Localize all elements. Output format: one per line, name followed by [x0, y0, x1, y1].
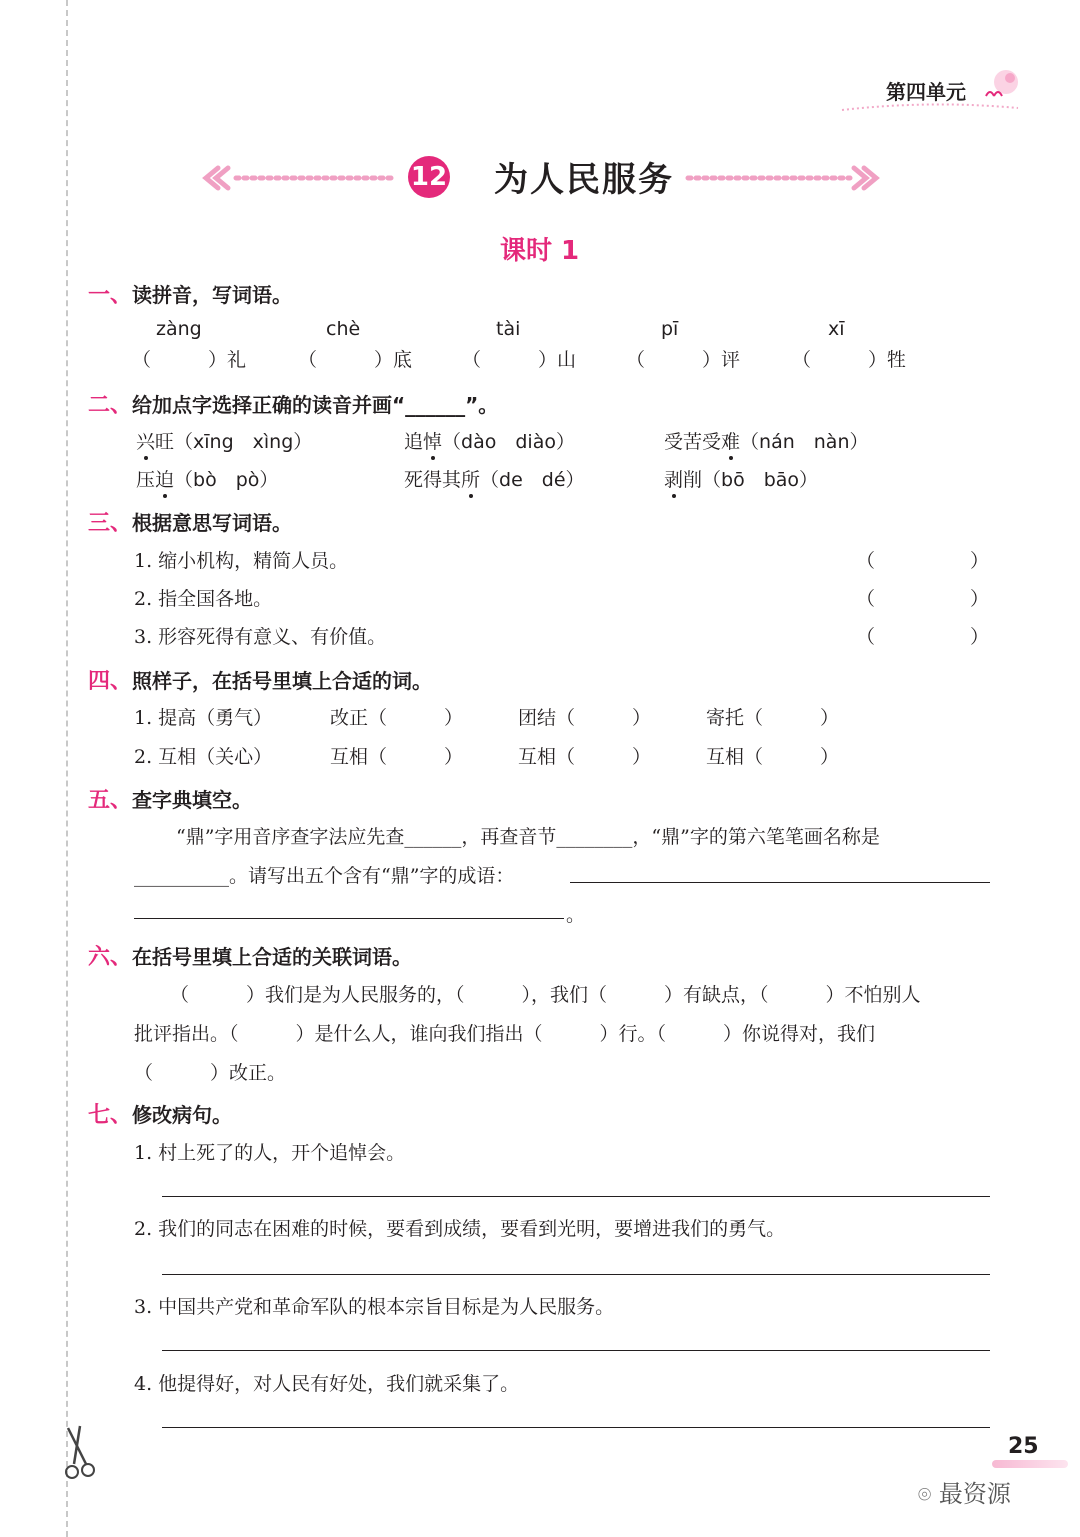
watermark: ⌾ 最资源 — [918, 1480, 1011, 1508]
reading-item-4[interactable]: 压迫（bò pò） — [136, 465, 278, 492]
word-blank-3[interactable]: （ ）山 — [462, 349, 577, 371]
sentence-item-1: 1. 村上死了的人，开个追悼会。 — [134, 1142, 406, 1164]
meaning-answer-2[interactable]: （ ） — [856, 588, 990, 610]
answer-line[interactable] — [134, 918, 564, 919]
lesson-subtitle: 课时 1 — [500, 236, 580, 266]
section-1-heading: 一、读拼音，写词语。 — [88, 283, 293, 308]
answer-line[interactable] — [162, 1427, 990, 1428]
page-number-bar — [992, 1460, 1068, 1468]
pinyin-2: chè — [326, 318, 361, 340]
answer-line[interactable] — [162, 1274, 990, 1275]
fill-item[interactable]: 改正（ ） — [330, 707, 464, 729]
conjunction-line-2[interactable]: 批评指出。（ ）是什么人，谁向我们指出（ ）行。（ ）你说得对，我们 — [134, 1023, 876, 1045]
answer-line[interactable] — [162, 1196, 990, 1197]
reading-item-3[interactable]: 受苦受难（nán nàn） — [664, 427, 869, 454]
fill-item[interactable]: 团结（ ） — [518, 707, 652, 729]
cut-dashed-line — [66, 0, 68, 1537]
fill-item[interactable]: 互相（ ） — [330, 746, 464, 768]
section-3-heading: 三、根据意思写词语。 — [88, 511, 293, 536]
dictionary-question-line-1[interactable]: “鼎”字用音序查字法应先查______，再查音节________，“鼎”字的第六笔笔画名称是 — [176, 826, 880, 848]
pinyin-3: tài — [496, 318, 521, 340]
section-6-heading: 六、在括号里填上合适的关联词语。 — [88, 945, 413, 970]
wechat-icon: ⌾ — [918, 1483, 932, 1508]
flower-icon — [980, 66, 1022, 110]
word-blank-1[interactable]: （ ）礼 — [132, 349, 247, 371]
example-item-1: 1. 提高（勇气） — [134, 707, 273, 729]
answer-line[interactable] — [570, 882, 990, 883]
sentence-item-2: 2. 我们的同志在困难的时候，要看到成绩，要看到光明，要增进我们的勇气。 — [134, 1218, 786, 1240]
period: 。 — [566, 904, 586, 926]
dictionary-question-line-2[interactable]: __________。请写出五个含有“鼎”字的成语： — [134, 865, 515, 887]
conjunction-line-3[interactable]: （ ）改正。 — [134, 1062, 287, 1084]
sentence-item-3: 3. 中国共产党和革命军队的根本宗旨目标是为人民服务。 — [134, 1296, 615, 1318]
meaning-item-2: 2. 指全国各地。 — [134, 588, 273, 610]
fill-item[interactable]: 互相（ ） — [518, 746, 652, 768]
word-blank-2[interactable]: （ ）底 — [298, 349, 413, 371]
meaning-item-3: 3. 形容死得有意义、有价值。 — [134, 626, 387, 648]
reading-item-6[interactable]: 剥削（bō bāo） — [664, 465, 818, 492]
meaning-item-1: 1. 缩小机构，精简人员。 — [134, 550, 349, 572]
pinyin-5: xī — [828, 318, 845, 340]
section-5-heading: 五、查字典填空。 — [88, 788, 253, 813]
pinyin-4: pī — [661, 318, 679, 340]
section-4-heading: 四、照样子，在括号里填上合适的词。 — [88, 669, 433, 694]
section-7-heading: 七、修改病句。 — [88, 1103, 233, 1128]
pinyin-1: zàng — [156, 318, 202, 340]
lesson-number-badge: 12 — [408, 156, 450, 198]
meaning-answer-3[interactable]: （ ） — [856, 626, 990, 648]
word-blank-5[interactable]: （ ）牲 — [792, 349, 907, 371]
page-number: 25 — [1008, 1434, 1039, 1459]
scissors-icon — [60, 1424, 106, 1484]
unit-label: 第四单元 — [886, 80, 966, 104]
reading-item-5[interactable]: 死得其所（de dé） — [404, 465, 585, 492]
example-item-2: 2. 互相（关心） — [134, 746, 273, 768]
reading-item-2[interactable]: 追悼（dào diào） — [404, 427, 575, 454]
sentence-item-4: 4. 他提得好，对人民有好处，我们就采集了。 — [134, 1373, 520, 1395]
fill-item[interactable]: 互相（ ） — [706, 746, 840, 768]
answer-line[interactable] — [162, 1350, 990, 1351]
meaning-answer-1[interactable]: （ ） — [856, 550, 990, 572]
conjunction-line-1[interactable]: （ ）我们是为人民服务的，（ ），我们（ ）有缺点，（ ）不怕别人 — [170, 984, 921, 1006]
lesson-title: 为人民服务 — [494, 160, 674, 200]
section-2-heading: 二、给加点字选择正确的读音并画“______”。 — [88, 393, 499, 418]
reading-item-1[interactable]: 兴旺（xīng xìng） — [136, 427, 312, 454]
word-blank-4[interactable]: （ ）评 — [626, 349, 741, 371]
fill-item[interactable]: 寄托（ ） — [706, 707, 840, 729]
